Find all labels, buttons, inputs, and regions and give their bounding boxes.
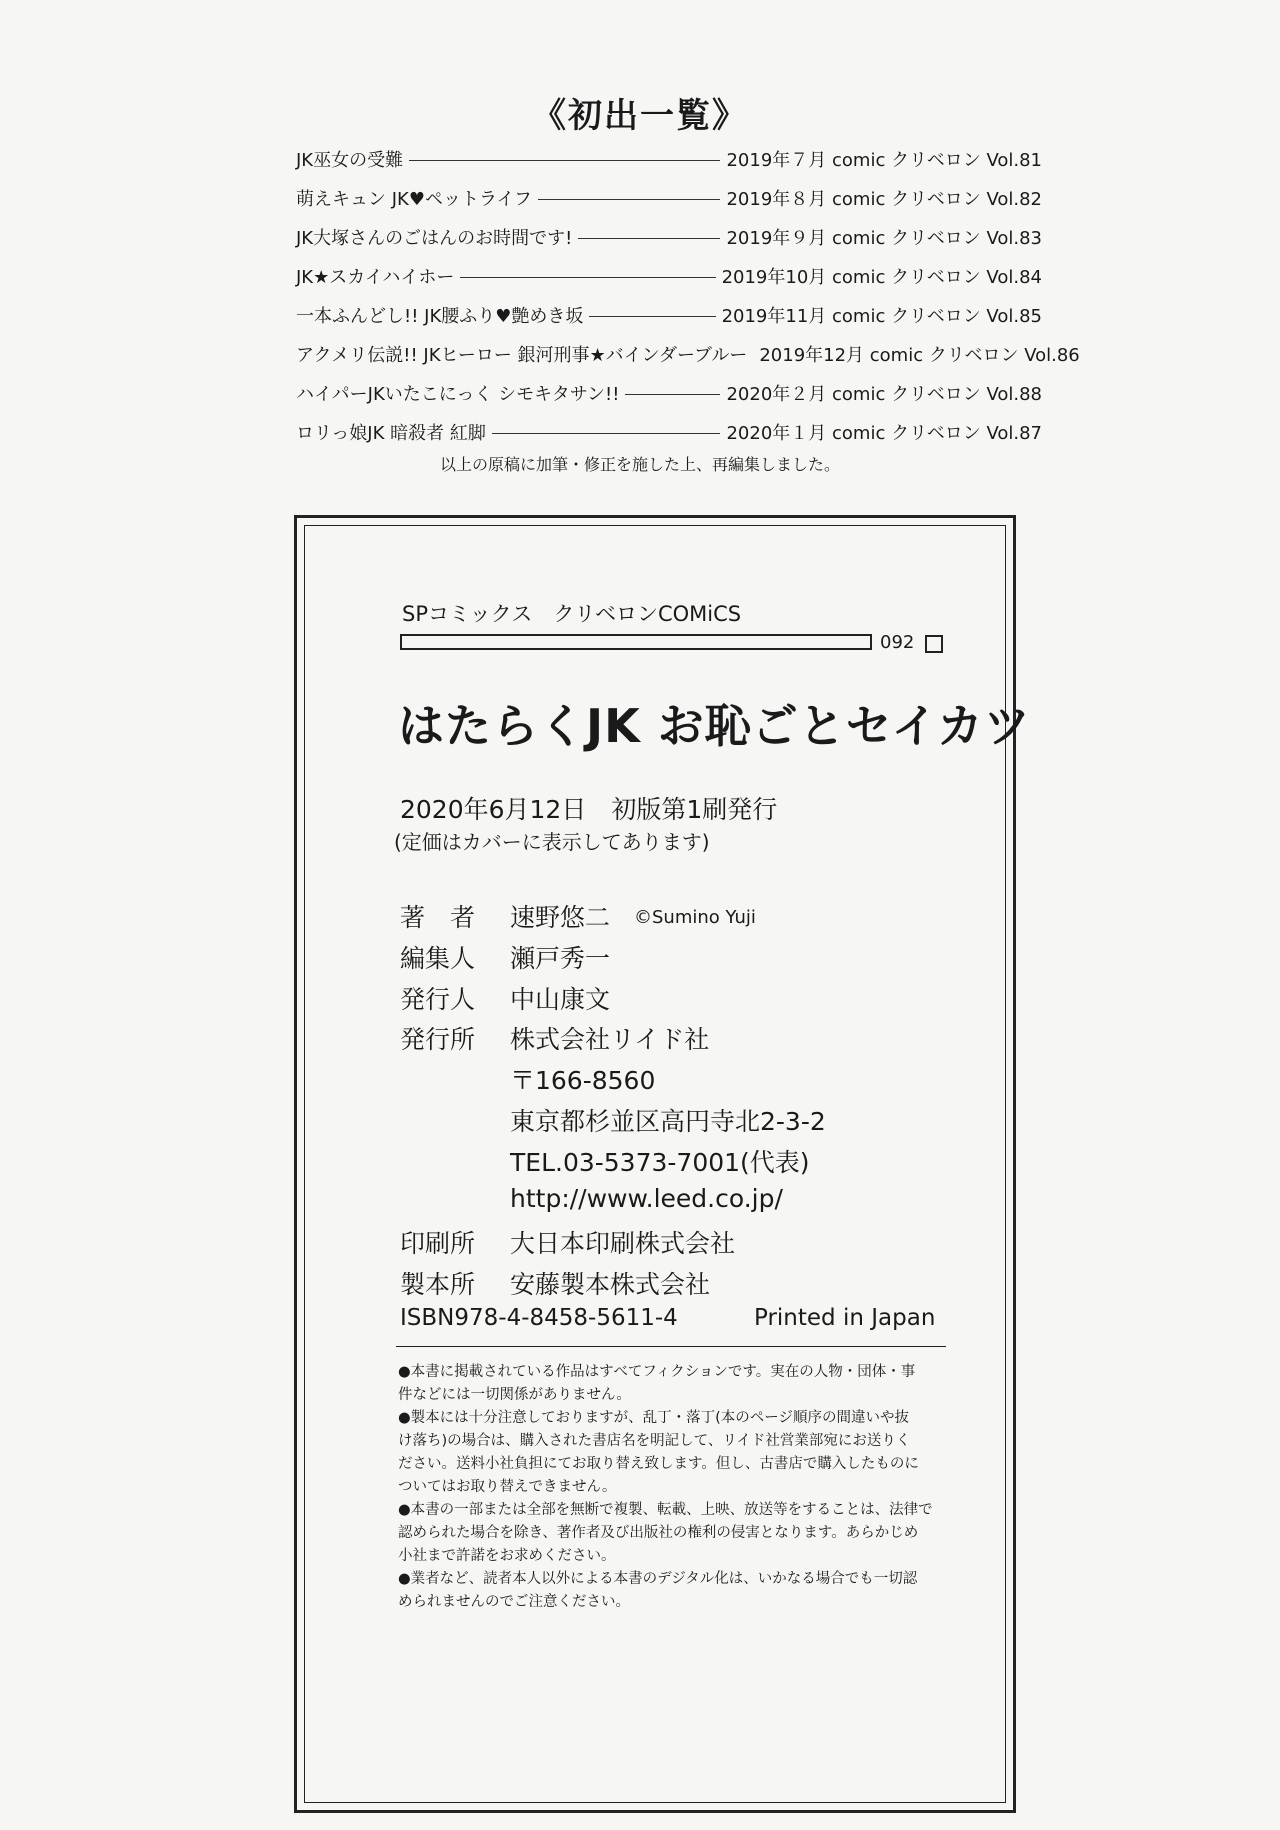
credit-value-publisher: 中山康文 [510,985,611,1014]
first-appearance-row [296,183,1042,213]
series-name: SPコミックス クリベロンCOMiCS [402,602,742,626]
credit-label-author: 著 者 [400,903,476,932]
notice-copyright [398,1499,958,1568]
series-square [925,635,943,653]
dotted-leader [578,238,720,239]
postal-code: 〒166-8560 [510,1066,656,1095]
notice-line: 小社まで許諾をお求めください。 [398,1548,616,1564]
story-title: 萌えキュン JK♥ペットライフ [296,189,532,210]
notice-line: 件などには一切関係がありません。 [398,1387,631,1403]
first-appearance-row [296,261,1042,291]
dotted-leader [538,199,721,200]
story-source: 2019年10月 comic クリベロン Vol.84 [721,267,1042,288]
price-note: (定価はカバーに表示してあります) [394,830,710,854]
divider [396,1346,946,1347]
story-title: アクメリ伝説!! JKヒーロー 銀河刑事★バインダーブルー [296,345,748,366]
series-number: 092 [880,632,915,653]
credit-value-editor: 瀬戸秀一 [510,944,611,973]
credit-value-printer: 大日本印刷株式会社 [510,1229,736,1258]
story-source: 2019年８月 comic クリベロン Vol.82 [726,189,1042,210]
first-appearance-row [296,144,1042,174]
notice-line: ださい。送料小社負担にてお取り替え致します。但し、古書店で購入したものに [398,1456,919,1472]
publish-date: 2020年6月12日 初版第1刷発行 [400,795,778,824]
notice-line: ●本書の一部または全部を無断で複製、転載、上映、放送等をすることは、法律で [398,1502,933,1518]
notice-defects [398,1407,958,1499]
story-source: 2019年11月 comic クリベロン Vol.85 [721,306,1042,327]
story-title: JK巫女の受難 [296,150,404,171]
first-appearance-row [296,300,1042,330]
story-title: ロリっ娘JK 暗殺者 紅脚 [296,423,486,444]
first-appearance-row [296,417,1042,447]
notice-fiction [398,1361,958,1407]
credit-label-editor: 編集人 [400,944,476,973]
dotted-leader [409,160,720,161]
story-title: JK大塚さんのごはんのお時間です! [296,228,573,249]
story-source: 2019年７月 comic クリベロン Vol.81 [726,150,1042,171]
book-title: はたらくJK お恥ごとセイカツ [398,699,1032,753]
notice-line: められませんのでご注意ください。 [398,1594,630,1610]
dotted-leader [492,433,721,434]
address: 東京都杉並区高円寺北2-3-2 [510,1107,826,1136]
story-source: 2020年１月 comic クリベロン Vol.87 [726,423,1042,444]
series-bar [400,634,872,650]
notice-line: ついてはお取り替えできません。 [398,1479,617,1495]
story-title: ハイパーJKいたこにっく シモキタサン!! [296,384,620,405]
notice-digitization [398,1568,958,1614]
first-appearance-title: 《初出一覧》 [532,96,748,136]
revision-note: 以上の原稿に加筆・修正を施した上、再編集しました。 [439,455,840,474]
website: http://www.leed.co.jp/ [510,1184,783,1213]
notice-line: ●業者など、読者本人以外による本書のデジタル化は、いかなる場合でも一切認 [398,1571,918,1587]
credit-label-publisher: 発行人 [400,985,476,1014]
notice-line: ●製本には十分注意しておりますが、乱丁・落丁(本のページ順序の間違いや抜 [398,1410,910,1426]
credit-value-publishing-office: 株式会社リイド社 [510,1025,710,1054]
copyright: ©Sumino Yuji [634,907,756,928]
first-appearance-row [296,378,1042,408]
telephone: TEL.03-5373-7001(代表) [510,1148,810,1177]
isbn: ISBN978-4-8458-5611-4 [400,1305,678,1331]
dotted-leader [460,277,715,278]
story-title: JK★スカイハイホー [296,267,455,288]
story-title: 一本ふんどし!! JK腰ふり♥艶めき坂 [296,306,584,327]
credit-label-publishing-office: 発行所 [400,1025,476,1054]
dotted-leader [625,394,720,395]
story-source: 2020年２月 comic クリベロン Vol.88 [726,384,1042,405]
notice-line: ●本書に掲載されている作品はすべてフィクションです。実在の人物・団体・事 [398,1364,916,1380]
printed-in: Printed in Japan [754,1305,936,1331]
credit-label-binder: 製本所 [400,1270,476,1299]
credit-value-author: 速野悠二 [510,903,611,932]
credit-label-printer: 印刷所 [400,1229,476,1258]
first-appearance-row [296,339,1080,369]
notice-line: け落ち)の場合は、購入された書店名を明記して、リイド社営業部宛にお送りく [398,1433,911,1449]
story-source: 2019年９月 comic クリベロン Vol.83 [726,228,1042,249]
first-appearance-row [296,222,1042,252]
dotted-leader [589,316,715,317]
credit-value-binder: 安藤製本株式会社 [510,1270,711,1299]
notice-line: 認められた場合を除き、著作者及び出版社の権利の侵害となります。あらかじめ [398,1525,919,1541]
story-source: 2019年12月 comic クリベロン Vol.86 [759,345,1080,366]
